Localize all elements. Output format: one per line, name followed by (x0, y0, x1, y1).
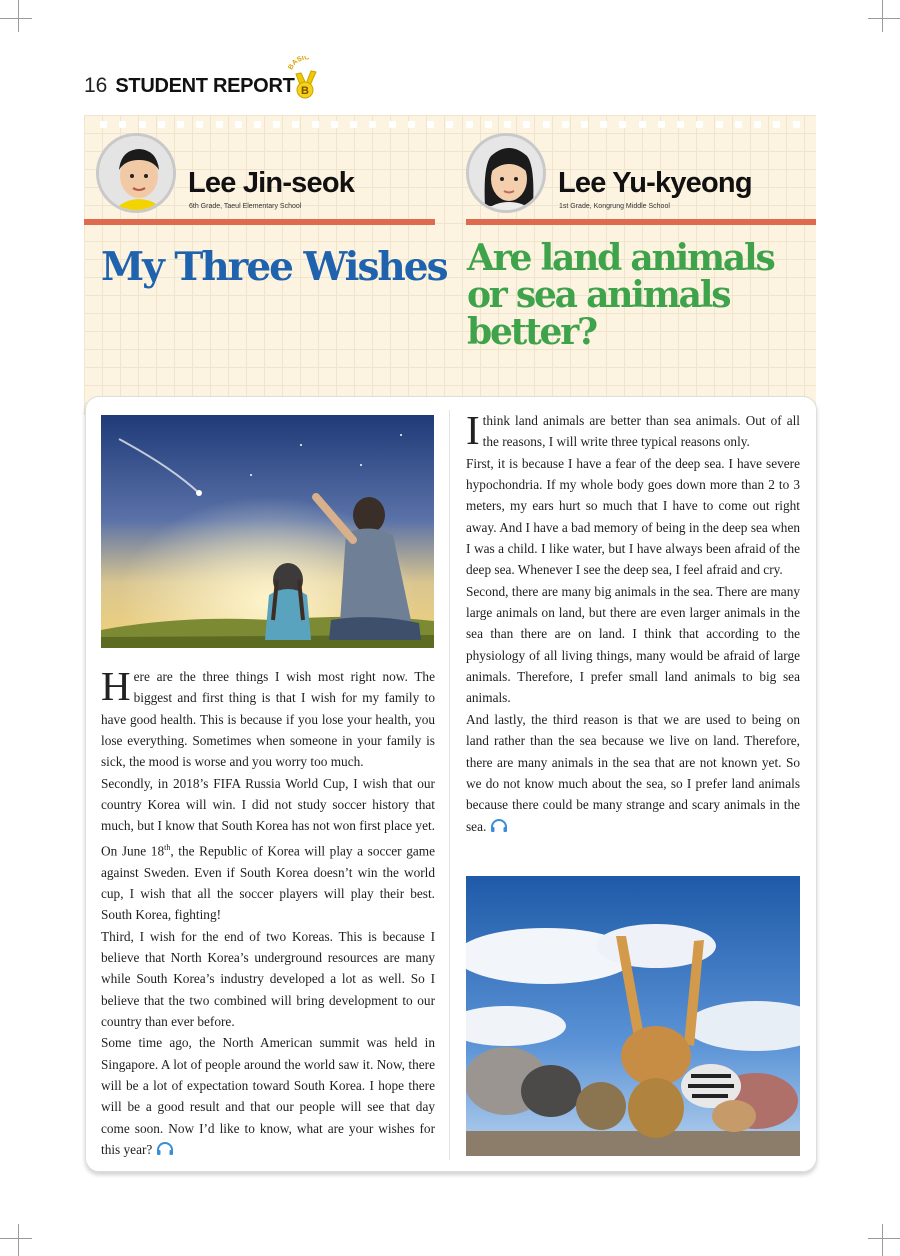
paragraph-text: ere are the three things I wish most right now. The biggest and first thing is that I wish for my family to have good health. This is because if you lose your health, you lose everything. Sometimes when someone in your family is sick, the mood is worse and you worry too much. (101, 669, 435, 770)
article-paragraph (466, 407, 800, 453)
paragraph-text: Secondly, in 2018’s FIFA Russia World Cup, I wish that our country Korea will win. I did not study soccer history that much, but I know that South Korea has not won first place yet. On June 18 (101, 775, 435, 859)
basic-level-badge-icon (286, 56, 326, 102)
page-number: 16 (84, 74, 108, 97)
right-author (466, 133, 806, 217)
paragraph-text: , the Republic of Korea will play a soccer game against Sweden. Even if South Korea doesn’t win the world cup, I wish that all the soccer players will play their best. South Korea, fighting! (101, 843, 435, 923)
article-paragraph (101, 773, 435, 926)
author-divider-rule (466, 219, 816, 225)
article-paragraph (101, 926, 435, 1033)
crop-mark (882, 1224, 883, 1256)
article-paragraph (101, 663, 435, 773)
crop-mark (0, 18, 32, 19)
film-strip-decoration (84, 121, 816, 131)
crop-mark (0, 1238, 32, 1239)
author-name: Lee Jin-seok (188, 167, 355, 199)
paragraph-text: Second, there are many big animals in the sea. There are many large animals on land, but there are even larger animals in the sea than there are on land. I think that according to the physiology of all living things, many would be afraid of large animals. Therefore, I prefer small land animals to big sea animals. (466, 583, 800, 706)
left-article-title: My Three Wishes (101, 244, 447, 290)
article-paragraph (466, 453, 800, 581)
badge-letter: B (301, 85, 309, 97)
paragraph-text: think land animals are better than sea animals. Out of all the reasons, I will write three typical reasons only. (482, 413, 800, 450)
drop-cap: H (101, 663, 131, 709)
crop-mark (868, 18, 900, 19)
superscript-th: th (164, 842, 171, 852)
crop-mark (18, 1224, 19, 1256)
svg-text:BASIC (287, 56, 309, 71)
avatar (96, 133, 176, 213)
column-divider (449, 410, 450, 1160)
left-article-body (101, 663, 435, 1160)
page-header (84, 74, 295, 104)
paragraph-text: And lastly, the third reason is that we are used to being on land rather than the sea because we live on land. Therefore, there are many animals in the sea that are not known yet. So we do not know much about the sea, so I prefer land animals because there could be many strange and scary animals in the sea. (466, 711, 800, 834)
author-name: Lee Yu-kyeong (558, 167, 752, 199)
paragraph-text: First, it is because I have a fear of the deep sea. I have severe hypochondria. If my whole body goes down more than 2 to 3 meters, my ears hurt so much that I have to come out right away. And I have a bad memory of being in the deep sea when I was a child. I like water, but I have always been afraid of the deep sea. Whenever I see the deep sea, I feel afraid and cry. (466, 455, 800, 578)
paragraph-text: Some time ago, the North American summit was held in Singapore. A lot of people around the world saw it. Now, there will be a lot of expectation toward South Korea. I hope there will be a good result and that our people will see that day come soon. Now I’d like to know, what are your wishes for this year? (101, 1035, 435, 1157)
crop-mark (882, 0, 883, 32)
article-paragraph (101, 1032, 435, 1160)
article-paragraph (466, 709, 800, 837)
right-article-body (466, 407, 800, 837)
author-school: 1st Grade, Kongrung Middle School (559, 203, 670, 210)
section-title: STUDENT REPORT (115, 75, 295, 97)
crop-mark (868, 1238, 900, 1239)
headphones-icon[interactable] (155, 1141, 175, 1155)
drop-cap: I (466, 407, 480, 453)
paragraph-text: Third, I wish for the end of two Koreas. This is because I believe that North Korea’s underground resources are many while South Korea’s industry developed a lot as well. So I believe that the two combined will bring development to our country than ever before. (101, 928, 435, 1029)
article-paragraph (466, 581, 800, 709)
headphones-icon[interactable] (489, 818, 509, 832)
author-divider-rule (84, 219, 435, 225)
author-school: 6th Grade, Taeul Elementary School (189, 203, 302, 210)
left-author (96, 133, 436, 217)
animals-photo (466, 876, 800, 1156)
crop-mark (18, 0, 19, 32)
right-article-title: Are land animals or sea animals better? (467, 237, 774, 353)
avatar (466, 133, 546, 213)
badge-basic-text: BASIC (287, 56, 310, 71)
stargazing-photo (101, 415, 434, 648)
